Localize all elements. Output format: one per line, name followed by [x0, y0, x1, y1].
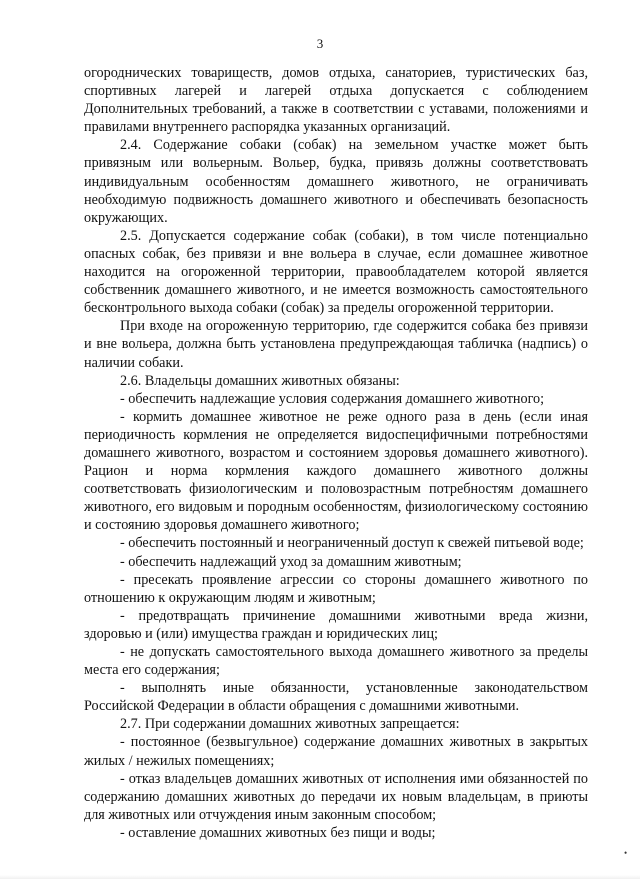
paragraph-2-7-heading: 2.7. При содержании домашних животных запрещается:: [120, 716, 460, 733]
paragraph-2-4: 2.4. Содержание собаки (собак) на земельном участке может быть привязным или вольерным. Вольер, будка, привязь должны соответствовать индивидуальным особенностям домашнего животного, не ограничивать необходимую подвижность домашнего животного и обеспечивать безопасность окружающих.: [84, 137, 588, 226]
document-body: [84, 64, 588, 842]
list-item: - постоянное (безвыгульное) содержание домашних животных в закрытых жилых / нежилых помещениях;: [84, 734, 588, 769]
list-item: - обеспечить надлежащие условия содержания домашнего животного;: [120, 390, 545, 407]
list-item: - обеспечить постоянный и неограниченный доступ к свежей питьевой воде;: [120, 535, 584, 552]
paragraph-warning-sign: При входе на огороженную территорию, где содержится собака без привязи и вне вольера, должна быть установлена предупреждающая табличка (надпись) о наличии собаки.: [84, 318, 588, 371]
list-item: - не допускать самостоятельного выхода домашнего животного за пределы места его содержания;: [84, 644, 588, 679]
list-item: - пресекать проявление агрессии со стороны домашнего животного по отношению к окружающим людям и животным;: [84, 571, 588, 606]
scan-speck: •: [624, 848, 628, 858]
page-number: 3: [316, 36, 324, 51]
list-item: - кормить домашнее животное не реже одного раза в день (если иная периодичность кормления не определяется видоспецифичными потребностями домашнего животного, возрастом и состоянием здоровья домашнего животного). Рацион и норма кормления каждого домашнего животного должны соответствовать физиологическим и половозрастным потребностям домашнего животного, его видовым и породным особенностям, физиологическому состоянию и состоянию здоровья домашнего животного;: [84, 408, 588, 534]
list-item: - обеспечить надлежащий уход за домашним животным;: [120, 553, 462, 570]
list-item: - выполнять иные обязанности, установленные законодательством Российской Федерации в области обращения с домашними животными.: [84, 680, 588, 715]
paragraph-continuation: огороднических товариществ, домов отдыха, санаториев, туристических баз, спортивных лагерей и лагерей отдыха допускается с соблюдением Дополнительных требований, а также в соответствии с уставами, положениями и правилами внутреннего распорядка указанных организаций.: [84, 65, 588, 136]
scan-edge-shadow: [0, 875, 640, 879]
list-item: - отказ владельцев домашних животных от исполнения ими обязанностей по содержанию домашних животных до передачи их новым владельцам, в приюты для животных или отчуждения иным законным способом;: [84, 770, 588, 823]
paragraph-2-5: 2.5. Допускается содержание собак (собаки), в том числе потенциально опасных собак, без привязи и вне вольера в случае, если домашнее животное находится на огороженной территории, правообладателем которой является собственник домашнего животного, и не имеется возможность самостоятельного бесконтрольного выхода собаки (собак) за пределы огороженной территории.: [84, 227, 588, 317]
list-item: - предотвращать причинение домашними животными вреда жизни, здоровью и (или) имущества граждан и юридических лиц;: [84, 607, 588, 642]
list-item: - оставление домашних животных без пищи и воды;: [120, 824, 436, 841]
paragraph-2-6-heading: 2.6. Владельцы домашних животных обязаны:: [120, 372, 400, 389]
